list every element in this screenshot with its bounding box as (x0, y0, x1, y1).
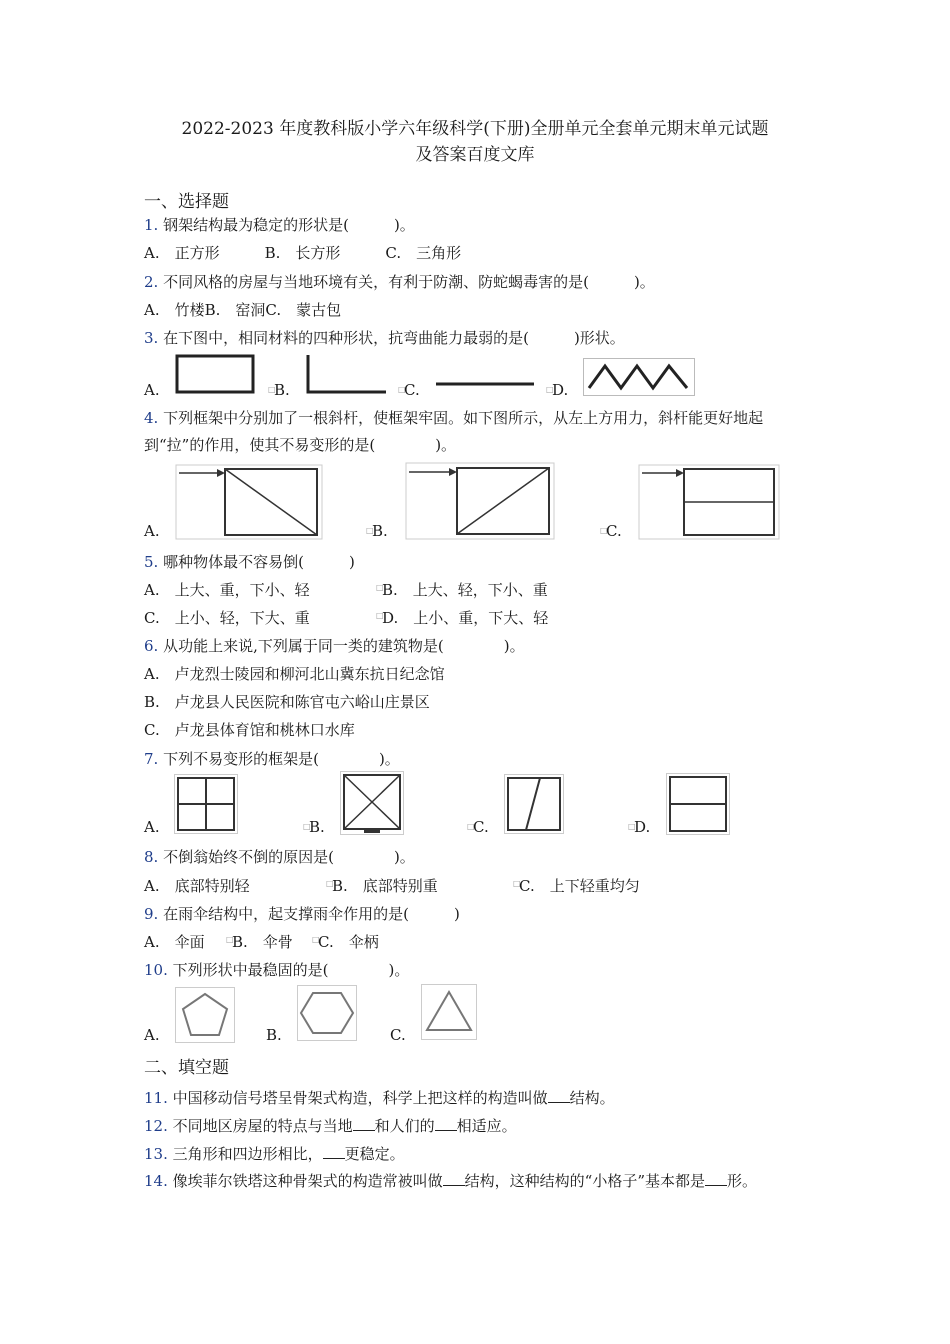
section-choice-heading: 一、选择题 (144, 192, 229, 212)
q4-label-c: C. (606, 522, 622, 540)
question-text: 不倒翁始终不倒的原因是( )。 (163, 848, 415, 866)
q3-label-b: B. (274, 381, 290, 399)
section-fill-heading: 二、填空题 (144, 1058, 229, 1078)
q3-label-d: D. (552, 381, 569, 399)
question-text: 在下图中，相同材料的四种形状，抗弯曲能力最弱的是( )形状。 (163, 329, 625, 347)
question-text: 在雨伞结构中，起支撑雨伞作用的是( ) (163, 905, 460, 923)
q4-label-a: A. (144, 522, 160, 540)
q7-figure-x-brace (340, 771, 404, 835)
question-6 (144, 635, 525, 656)
q6-option-b: B. 卢龙县人民医院和陈官屯六峪山庄景区 (144, 693, 430, 711)
q4-figure-diagonal-up (405, 462, 555, 540)
answer-blank[interactable] (353, 1117, 375, 1131)
question-number: 3. (144, 329, 159, 347)
q7-label-b: B. (309, 818, 325, 836)
question-text: 钢架结构最为稳定的形状是( )。 (163, 216, 415, 234)
question-number: 5. (144, 553, 159, 571)
question-7 (144, 748, 400, 769)
question-13 (144, 1143, 405, 1164)
answer-blank[interactable] (323, 1145, 345, 1159)
question-number: 14. (144, 1172, 168, 1190)
checkbox-marker: □ (467, 822, 475, 831)
checkbox-marker: □ (376, 611, 384, 620)
question-14 (144, 1168, 808, 1195)
question-text: 哪种物体最不容易倒( ) (163, 553, 355, 571)
q8-option-a: A. 底部特别轻 (144, 877, 250, 895)
question-2 (144, 271, 655, 292)
q7-label-c: C. (473, 818, 489, 836)
q4-figure-horizontal-bar (638, 464, 780, 540)
question-number: 6. (144, 637, 159, 655)
q5-option-d: D. 上小、重，下大、轻 (382, 609, 549, 627)
question-text: 下列不易变形的框架是( )。 (163, 750, 400, 768)
q7-figure-cross-grid (174, 774, 238, 834)
question-10 (144, 959, 409, 980)
question-text: 从功能上来说,下列属于同一类的建筑物是( )。 (163, 637, 525, 655)
q8-option-b: B. 底部特别重 (332, 877, 438, 895)
question-11 (144, 1087, 615, 1108)
question-text: 不同地区房屋的特点与当地 (172, 1117, 353, 1135)
q7-label-d: D. (634, 818, 651, 836)
checkbox-marker: □ (398, 385, 406, 394)
question-number: 9. (144, 905, 159, 923)
question-number: 4. (144, 409, 159, 427)
question-number: 13. (144, 1145, 168, 1163)
q3-figure-zigzag (583, 358, 695, 396)
checkbox-marker: □ (268, 385, 276, 394)
q9-option-a: A. 伞面 (144, 933, 205, 951)
question-4 (144, 405, 808, 459)
q6-option-a: A. 卢龙烈士陵园和柳河北山冀东抗日纪念馆 (144, 665, 445, 683)
question-3 (144, 327, 625, 348)
question-text: 下列形状中最稳固的是( )。 (172, 961, 410, 979)
answer-blank[interactable] (443, 1172, 465, 1186)
question-text: 像埃菲尔铁塔这种骨架式的构造常被叫做 (172, 1172, 443, 1190)
q8-option-c: C. 上下轻重均匀 (519, 877, 640, 895)
question-text-tail: 更稳定。 (344, 1145, 405, 1163)
question-number: 12. (144, 1117, 168, 1135)
checkbox-marker: □ (366, 526, 374, 535)
checkbox-marker: □ (513, 879, 521, 888)
checkbox-marker: □ (376, 583, 384, 592)
question-12 (144, 1115, 517, 1136)
question-1-options: A. 正方形 B. 长方形 C. 三角形 (144, 244, 462, 262)
question-text: 三角形和四边形相比， (172, 1145, 323, 1163)
question-text: 中国移动信号塔呈骨架式构造，科学上把这样的构造叫做 (172, 1089, 548, 1107)
q3-label-a: A. (144, 381, 160, 399)
question-number: 8. (144, 848, 159, 866)
checkbox-marker: □ (628, 822, 636, 831)
title-line-1: 2022-2023 年度教科版小学六年级科学(下册)全册单元全套单元期末单元试题 (181, 119, 769, 139)
q5-option-b: B. 上大、轻，下小、重 (382, 581, 548, 599)
q10-figure-pentagon (175, 987, 235, 1043)
checkbox-marker: □ (312, 935, 320, 944)
question-text-mid: 结构，这种结构的“小格子”基本都是 (464, 1172, 705, 1190)
question-number: 7. (144, 750, 159, 768)
question-text-tail: 形。 (727, 1172, 758, 1190)
q9-option-b: B. 伞骨 (232, 933, 293, 951)
question-number: 11. (144, 1089, 168, 1107)
question-number: 2. (144, 273, 159, 291)
q3-figure-l-shape (304, 353, 388, 395)
q5-option-c: C. 上小、轻，下大、重 (144, 609, 310, 627)
answer-blank[interactable] (435, 1117, 457, 1131)
q10-label-a: A. (144, 1026, 160, 1044)
checkbox-marker: □ (546, 385, 554, 394)
q3-figure-rectangle-frame (174, 353, 256, 395)
answer-blank[interactable] (705, 1172, 727, 1186)
question-number: 1. (144, 216, 159, 234)
question-text: 下列框架中分别加了一根斜杆，使框架牢固。如下图所示，从左上方用力，斜杆能更好地起到“拉”的作用，使其不易变形的是( )。 (144, 409, 764, 454)
q9-option-c: C. 伞柄 (318, 933, 379, 951)
question-text-tail: 相适应。 (456, 1117, 517, 1135)
answer-blank[interactable] (548, 1089, 570, 1103)
checkbox-marker: □ (326, 879, 334, 888)
question-text-mid: 和人们的 (374, 1117, 435, 1135)
q6-option-c: C. 卢龙县体育馆和桃林口水库 (144, 721, 355, 739)
question-9 (144, 903, 460, 924)
q10-figure-triangle (421, 984, 477, 1040)
q10-label-b: B. (266, 1026, 282, 1044)
question-8 (144, 846, 415, 867)
checkbox-marker: □ (303, 822, 311, 831)
q4-label-b: B. (372, 522, 388, 540)
question-number: 10. (144, 961, 168, 979)
question-text: 不同风格的房屋与当地环境有关，有利于防潮、防蛇蝎毒害的是( )。 (163, 273, 655, 291)
question-2-options: A. 竹楼B. 窑洞C. 蒙古包 (144, 301, 342, 319)
q4-figure-diagonal-down (175, 464, 323, 540)
q10-figure-hexagon (297, 985, 357, 1041)
q5-option-a: A. 上大、重，下小、轻 (144, 581, 310, 599)
checkbox-marker: □ (226, 935, 234, 944)
document-title (100, 116, 850, 168)
q10-label-c: C. (390, 1026, 406, 1044)
checkbox-marker: □ (600, 526, 608, 535)
q7-figure-slanted-bar (504, 774, 564, 834)
q7-label-a: A. (144, 818, 160, 836)
q3-figure-flat-bar (434, 378, 536, 390)
q7-figure-horizontal-split (666, 773, 730, 835)
q3-label-c: C. (404, 381, 420, 399)
title-line-2: 及答案百度文库 (415, 145, 535, 165)
question-text-tail: 结构。 (569, 1089, 615, 1107)
question-5 (144, 551, 355, 572)
question-1 (144, 214, 415, 235)
